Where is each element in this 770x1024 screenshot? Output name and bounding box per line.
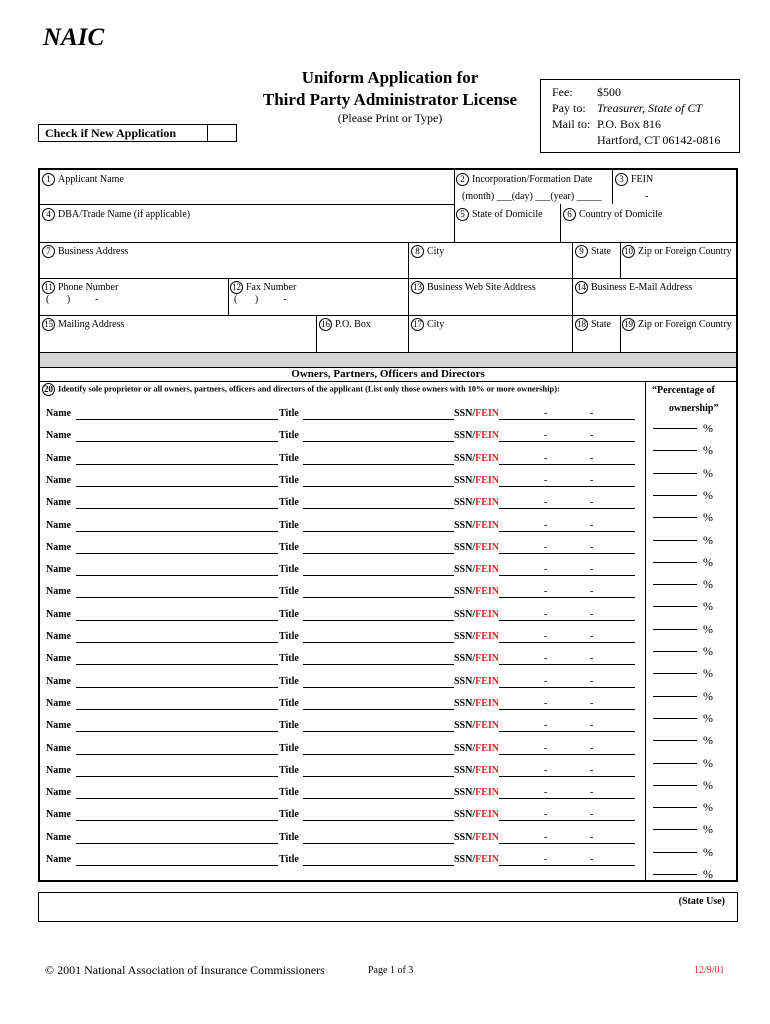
- owner-title-input[interactable]: [303, 508, 454, 509]
- owner-title-input[interactable]: [303, 776, 454, 777]
- ssn-dash: -: [590, 765, 594, 776]
- mailing-state-field[interactable]: [575, 318, 611, 331]
- percentage-header-line1: “Percentage of: [652, 385, 715, 396]
- ssn-dash: -: [590, 542, 594, 553]
- percent-sign: %: [703, 599, 713, 613]
- owner-name-label: Name: [46, 631, 71, 642]
- ssn-dash: -: [590, 653, 594, 664]
- zip-label: Zip or Foreign Country: [638, 245, 732, 257]
- owner-name-input[interactable]: [76, 508, 278, 509]
- owner-name-input[interactable]: [76, 687, 278, 688]
- owner-name-input[interactable]: [76, 731, 278, 732]
- incorporation-date-format: (month) ___(day) ___(year) _____: [462, 191, 602, 202]
- owner-name-input[interactable]: [76, 531, 278, 532]
- ownership-percentage-input[interactable]: [653, 807, 697, 808]
- mail-to-line2: Hartford, CT 06142-0816: [597, 133, 721, 147]
- owners-instruction: [42, 383, 560, 396]
- owner-name-input[interactable]: [76, 709, 278, 710]
- ssn-dash: -: [544, 653, 548, 664]
- ssn-dash: -: [544, 787, 548, 798]
- state-use-label: (State Use): [678, 896, 725, 907]
- fax-label: Fax Number: [246, 281, 297, 293]
- pay-to-value: Treasurer, State of CT: [597, 101, 703, 115]
- owner-name-label: Name: [46, 408, 71, 419]
- owner-name-input[interactable]: [76, 642, 278, 643]
- ssn-dash: -: [590, 832, 594, 843]
- owner-name-label: Name: [46, 430, 71, 441]
- state-field[interactable]: [575, 245, 611, 258]
- percent-sign: %: [703, 800, 713, 814]
- percent-sign: %: [703, 845, 713, 859]
- owner-name-label: Name: [46, 520, 71, 531]
- ssn-dash: -: [544, 475, 548, 486]
- owner-name-input[interactable]: [76, 820, 278, 821]
- percent-sign: %: [703, 488, 713, 502]
- owner-ssn-label: SSN/FEIN: [454, 453, 500, 464]
- owner-ssn-label: SSN/FEIN: [454, 787, 500, 798]
- field-number: 10: [624, 246, 633, 256]
- owner-ssn-label: SSN/FEIN: [454, 832, 500, 843]
- application-form: [38, 168, 738, 882]
- owner-ssn-label: SSN/FEIN: [454, 743, 500, 754]
- copyright: © 2001 National Association of Insurance Commissioners: [45, 963, 325, 977]
- owner-title-input[interactable]: [303, 597, 454, 598]
- owner-title-input[interactable]: [303, 464, 454, 465]
- owner-title-label: Title: [279, 765, 299, 776]
- website-field[interactable]: [411, 281, 536, 294]
- ownership-percentage-input[interactable]: [653, 785, 697, 786]
- dba-field[interactable]: [42, 208, 190, 221]
- percent-sign: %: [703, 644, 713, 658]
- owner-title-input[interactable]: [303, 620, 454, 621]
- po-box-label: P.O. Box: [335, 318, 371, 330]
- ssn-dash: -: [544, 698, 548, 709]
- ownership-percentage-input[interactable]: [653, 517, 697, 518]
- section-divider: [40, 353, 736, 367]
- owner-name-label: Name: [46, 809, 71, 820]
- owner-title-input[interactable]: [303, 553, 454, 554]
- field-number: 20: [44, 384, 53, 394]
- owner-title-label: Title: [279, 676, 299, 687]
- owner-title-input[interactable]: [303, 441, 454, 442]
- percent-sign: %: [703, 510, 713, 524]
- email-field[interactable]: [575, 281, 692, 294]
- owner-ssn-input[interactable]: [499, 597, 635, 598]
- percent-sign: %: [703, 577, 713, 591]
- ssn-dash: -: [590, 720, 594, 731]
- percent-sign: %: [703, 733, 713, 747]
- owner-title-label: Title: [279, 497, 299, 508]
- fax-field[interactable]: [230, 281, 296, 294]
- percent-sign: %: [703, 622, 713, 636]
- ownership-percentage-input[interactable]: [653, 584, 697, 585]
- owner-name-input[interactable]: [76, 575, 278, 576]
- percent-sign: %: [703, 533, 713, 547]
- owner-title-label: Title: [279, 854, 299, 865]
- owner-ssn-input[interactable]: [499, 776, 635, 777]
- owner-name-input[interactable]: [76, 664, 278, 665]
- owner-title-input[interactable]: [303, 575, 454, 576]
- country-of-domicile-field[interactable]: [563, 208, 662, 221]
- owner-ssn-label: SSN/FEIN: [454, 408, 500, 419]
- owner-ssn-label: SSN/FEIN: [454, 698, 500, 709]
- dba-label: DBA/Trade Name (if applicable): [58, 208, 191, 220]
- email-label: Business E-Mail Address: [591, 281, 693, 293]
- field-number: 5: [456, 208, 469, 221]
- ssn-dash: -: [544, 743, 548, 754]
- field-number: 4: [42, 208, 55, 221]
- owner-ssn-label: SSN/FEIN: [454, 653, 500, 664]
- owner-name-input[interactable]: [76, 843, 278, 844]
- percent-sign: %: [703, 421, 713, 435]
- ownership-percentage-input[interactable]: [653, 562, 697, 563]
- ssn-dash: -: [544, 430, 548, 441]
- owner-title-label: Title: [279, 809, 299, 820]
- owner-ssn-input[interactable]: [499, 486, 635, 487]
- fee-box: [540, 79, 740, 153]
- owner-ssn-input[interactable]: [499, 531, 635, 532]
- owner-name-label: Name: [46, 720, 71, 731]
- owner-name-input[interactable]: [76, 865, 278, 866]
- ownership-percentage-input[interactable]: [653, 428, 697, 429]
- percent-sign: %: [703, 867, 713, 881]
- owner-ssn-input[interactable]: [499, 508, 635, 509]
- field-number: 8: [411, 245, 424, 258]
- applicant-name-label: Applicant Name: [58, 173, 124, 185]
- owner-name-label: Name: [46, 497, 71, 508]
- owner-name-label: Name: [46, 609, 71, 620]
- owner-title-label: Title: [279, 698, 299, 709]
- field-number: 6: [563, 208, 576, 221]
- field-number: 7: [42, 245, 55, 258]
- ssn-dash: -: [590, 453, 594, 464]
- website-label: Business Web Site Address: [427, 281, 536, 293]
- fein-field[interactable]: [615, 173, 653, 186]
- ssn-dash: -: [590, 586, 594, 597]
- percent-sign: %: [703, 689, 713, 703]
- fee-label: Fee:: [552, 85, 573, 99]
- ownership-percentage-input[interactable]: [653, 606, 697, 607]
- owner-ssn-label: SSN/FEIN: [454, 497, 500, 508]
- owner-ssn-label: SSN/FEIN: [454, 809, 500, 820]
- page-number: Page 1 of 3: [368, 965, 414, 976]
- percent-sign: %: [703, 443, 713, 457]
- ssn-dash: -: [544, 497, 548, 508]
- owner-name-input[interactable]: [76, 464, 278, 465]
- owner-title-label: Title: [279, 430, 299, 441]
- new-application-box: [38, 124, 237, 142]
- ownership-percentage-input[interactable]: [653, 473, 697, 474]
- ssn-dash: -: [590, 564, 594, 575]
- owner-ssn-label: SSN/FEIN: [454, 564, 500, 575]
- mail-to-line1: P.O. Box 816: [597, 117, 662, 131]
- state-use-box: [38, 892, 738, 922]
- fein-label: FEIN: [631, 173, 654, 185]
- owner-ssn-label: SSN/FEIN: [454, 854, 500, 865]
- owner-title-input[interactable]: [303, 843, 454, 844]
- mailing-address-field[interactable]: [42, 318, 124, 331]
- ssn-dash: -: [590, 430, 594, 441]
- field-number: 3: [615, 173, 628, 186]
- owner-ssn-input[interactable]: [499, 820, 635, 821]
- pay-to-label: Pay to:: [552, 101, 586, 115]
- owner-ssn-label: SSN/FEIN: [454, 586, 500, 597]
- field-number: 13: [413, 282, 422, 292]
- owner-name-label: Name: [46, 542, 71, 553]
- form-subtitle: (Please Print or Type): [337, 111, 443, 125]
- owner-name-label: Name: [46, 787, 71, 798]
- ssn-dash: -: [544, 586, 548, 597]
- owner-ssn-input[interactable]: [499, 620, 635, 621]
- owner-ssn-label: SSN/FEIN: [454, 676, 500, 687]
- business-address-label: Business Address: [58, 245, 129, 257]
- owner-name-label: Name: [46, 854, 71, 865]
- owner-title-input[interactable]: [303, 419, 454, 420]
- ssn-dash: -: [590, 854, 594, 865]
- ssn-dash: -: [544, 720, 548, 731]
- country-of-domicile-label: Country of Domicile: [579, 208, 663, 220]
- owner-ssn-input[interactable]: [499, 642, 635, 643]
- owner-name-label: Name: [46, 586, 71, 597]
- naic-logo: NAIC: [43, 24, 105, 51]
- owner-name-input[interactable]: [76, 776, 278, 777]
- ownership-percentage-input[interactable]: [653, 852, 697, 853]
- ssn-dash: -: [544, 854, 548, 865]
- ownership-percentage-input[interactable]: [653, 629, 697, 630]
- percentage-header-line2: ownership”: [669, 403, 719, 414]
- percent-sign: %: [703, 822, 713, 836]
- mail-to-label: Mail to:: [552, 117, 591, 131]
- owner-title-label: Title: [279, 564, 299, 575]
- ssn-dash: -: [544, 408, 548, 419]
- owner-title-label: Title: [279, 586, 299, 597]
- field-number: 17: [413, 319, 422, 329]
- fein-format: -: [645, 191, 649, 202]
- owner-title-input[interactable]: [303, 731, 454, 732]
- ssn-dash: -: [544, 832, 548, 843]
- field-number: 18: [577, 319, 586, 329]
- state-label: State: [591, 245, 611, 257]
- fax-format: ( ) -: [234, 294, 287, 305]
- zip-field[interactable]: [622, 245, 732, 258]
- ssn-dash: -: [544, 542, 548, 553]
- owner-name-input[interactable]: [76, 486, 278, 487]
- owner-title-input[interactable]: [303, 486, 454, 487]
- owner-name-label: Name: [46, 765, 71, 776]
- ssn-dash: -: [590, 676, 594, 687]
- city-field[interactable]: [411, 245, 444, 258]
- owner-ssn-input[interactable]: [499, 798, 635, 799]
- owner-title-input[interactable]: [303, 687, 454, 688]
- ownership-percentage-input[interactable]: [653, 696, 697, 697]
- ownership-percentage-input[interactable]: [653, 495, 697, 496]
- state-of-domicile-label: State of Domicile: [472, 208, 543, 220]
- owner-name-input[interactable]: [76, 441, 278, 442]
- owner-ssn-input[interactable]: [499, 464, 635, 465]
- field-number: 16: [321, 319, 330, 329]
- owner-ssn-input[interactable]: [499, 441, 635, 442]
- owner-name-input[interactable]: [76, 553, 278, 554]
- owner-name-input[interactable]: [76, 754, 278, 755]
- ssn-dash: -: [590, 408, 594, 419]
- phone-field[interactable]: [42, 281, 118, 294]
- mailing-city-field[interactable]: [411, 318, 444, 331]
- owner-name-input[interactable]: [76, 419, 278, 420]
- owner-ssn-input[interactable]: [499, 553, 635, 554]
- incorporation-date-field[interactable]: [456, 173, 592, 186]
- ssn-dash: -: [544, 609, 548, 620]
- field-number: 14: [577, 282, 586, 292]
- owner-ssn-input[interactable]: [499, 687, 635, 688]
- owner-name-label: Name: [46, 564, 71, 575]
- ssn-dash: -: [544, 631, 548, 642]
- owner-ssn-label: SSN/FEIN: [454, 430, 500, 441]
- owner-ssn-input[interactable]: [499, 664, 635, 665]
- owner-title-label: Title: [279, 475, 299, 486]
- owner-ssn-input[interactable]: [499, 754, 635, 755]
- ssn-dash: -: [590, 475, 594, 486]
- owner-title-input[interactable]: [303, 754, 454, 755]
- owner-name-input[interactable]: [76, 798, 278, 799]
- ssn-dash: -: [544, 520, 548, 531]
- owner-title-label: Title: [279, 609, 299, 620]
- ssn-dash: -: [590, 631, 594, 642]
- form-title-line1: Uniform Application for: [301, 68, 479, 87]
- ssn-dash: -: [544, 765, 548, 776]
- owner-title-label: Title: [279, 542, 299, 553]
- incorporation-date-label: Incorporation/Formation Date: [472, 173, 593, 185]
- ssn-dash: -: [590, 809, 594, 820]
- owner-ssn-input[interactable]: [499, 843, 635, 844]
- owner-title-input[interactable]: [303, 865, 454, 866]
- ownership-percentage-input[interactable]: [653, 718, 697, 719]
- ssn-dash: -: [590, 743, 594, 754]
- ownership-percentage-input[interactable]: [653, 740, 697, 741]
- owner-ssn-label: SSN/FEIN: [454, 631, 500, 642]
- owner-name-label: Name: [46, 453, 71, 464]
- ssn-dash: -: [544, 453, 548, 464]
- percent-sign: %: [703, 555, 713, 569]
- ownership-percentage-input[interactable]: [653, 763, 697, 764]
- percent-sign: %: [703, 756, 713, 770]
- percent-sign: %: [703, 666, 713, 680]
- owners-instruction-text: Identify sole proprietor or all owners, partners, officers and directors of the applicant (List only those owners with 10% or more ownership):: [58, 384, 560, 394]
- form-title-line2: Third Party Administrator License: [262, 90, 518, 109]
- owner-name-label: Name: [46, 743, 71, 754]
- po-box-field[interactable]: [319, 318, 371, 331]
- ssn-dash: -: [590, 520, 594, 531]
- owner-ssn-label: SSN/FEIN: [454, 520, 500, 531]
- owner-ssn-input[interactable]: [499, 709, 635, 710]
- owner-ssn-label: SSN/FEIN: [454, 542, 500, 553]
- owner-title-label: Title: [279, 631, 299, 642]
- new-application-label: Check if New Application: [45, 126, 177, 140]
- owner-ssn-input[interactable]: [499, 865, 635, 866]
- owner-title-label: Title: [279, 520, 299, 531]
- ownership-percentage-input[interactable]: [653, 874, 697, 875]
- field-number: 15: [44, 319, 53, 329]
- owner-name-label: Name: [46, 832, 71, 843]
- percent-sign: %: [703, 778, 713, 792]
- ownership-percentage-input[interactable]: [653, 540, 697, 541]
- owner-title-input[interactable]: [303, 642, 454, 643]
- owner-title-label: Title: [279, 653, 299, 664]
- owner-ssn-input[interactable]: [499, 419, 635, 420]
- owner-title-label: Title: [279, 453, 299, 464]
- owner-name-label: Name: [46, 653, 71, 664]
- city-label: City: [427, 245, 445, 257]
- ssn-dash: -: [544, 809, 548, 820]
- mailing-zip-field[interactable]: [622, 318, 732, 331]
- owner-title-label: Title: [279, 743, 299, 754]
- mailing-state-label: State: [591, 318, 611, 330]
- applicant-name-field[interactable]: [42, 173, 124, 186]
- owner-title-input[interactable]: [303, 709, 454, 710]
- owner-ssn-label: SSN/FEIN: [454, 475, 500, 486]
- phone-label: Phone Number: [58, 281, 119, 293]
- new-application-checkbox[interactable]: [207, 124, 238, 142]
- state-of-domicile-field[interactable]: [456, 208, 543, 221]
- ssn-dash: -: [590, 787, 594, 798]
- owner-name-label: Name: [46, 676, 71, 687]
- ownership-percentage-input[interactable]: [653, 651, 697, 652]
- fee-value: $500: [597, 85, 621, 99]
- field-number: 1: [42, 173, 55, 186]
- owner-name-label: Name: [46, 698, 71, 709]
- mailing-zip-label: Zip or Foreign Country: [638, 318, 732, 330]
- field-number: 9: [575, 245, 588, 258]
- owner-name-input[interactable]: [76, 620, 278, 621]
- percent-sign: %: [703, 466, 713, 480]
- ssn-dash: -: [544, 564, 548, 575]
- percent-sign: %: [703, 711, 713, 725]
- ssn-dash: -: [590, 497, 594, 508]
- field-number: 12: [232, 282, 241, 292]
- owner-title-input[interactable]: [303, 531, 454, 532]
- owner-title-label: Title: [279, 832, 299, 843]
- owner-title-label: Title: [279, 720, 299, 731]
- owner-ssn-label: SSN/FEIN: [454, 765, 500, 776]
- owner-ssn-label: SSN/FEIN: [454, 609, 500, 620]
- owner-ssn-input[interactable]: [499, 575, 635, 576]
- mailing-address-label: Mailing Address: [58, 318, 125, 330]
- owner-name-input[interactable]: [76, 597, 278, 598]
- owner-title-label: Title: [279, 408, 299, 419]
- mailing-city-label: City: [427, 318, 445, 330]
- field-number: 2: [456, 173, 469, 186]
- business-address-field[interactable]: [42, 245, 128, 258]
- owner-ssn-label: SSN/FEIN: [454, 720, 500, 731]
- owner-title-label: Title: [279, 787, 299, 798]
- owner-ssn-input[interactable]: [499, 731, 635, 732]
- field-number: 11: [42, 281, 55, 294]
- ssn-dash: -: [590, 698, 594, 709]
- owner-title-input[interactable]: [303, 820, 454, 821]
- revision-date: 12/9/01: [694, 965, 725, 976]
- ownership-percentage-input[interactable]: [653, 450, 697, 451]
- owner-title-input[interactable]: [303, 798, 454, 799]
- field-number: 19: [624, 319, 633, 329]
- owner-name-label: Name: [46, 475, 71, 486]
- phone-format: ( ) -: [46, 294, 99, 305]
- ssn-dash: -: [590, 609, 594, 620]
- ownership-percentage-input[interactable]: [653, 673, 697, 674]
- ssn-dash: -: [544, 676, 548, 687]
- ownership-percentage-input[interactable]: [653, 829, 697, 830]
- owner-title-input[interactable]: [303, 664, 454, 665]
- owners-section-title: Owners, Partners, Officers and Directors: [291, 368, 485, 380]
